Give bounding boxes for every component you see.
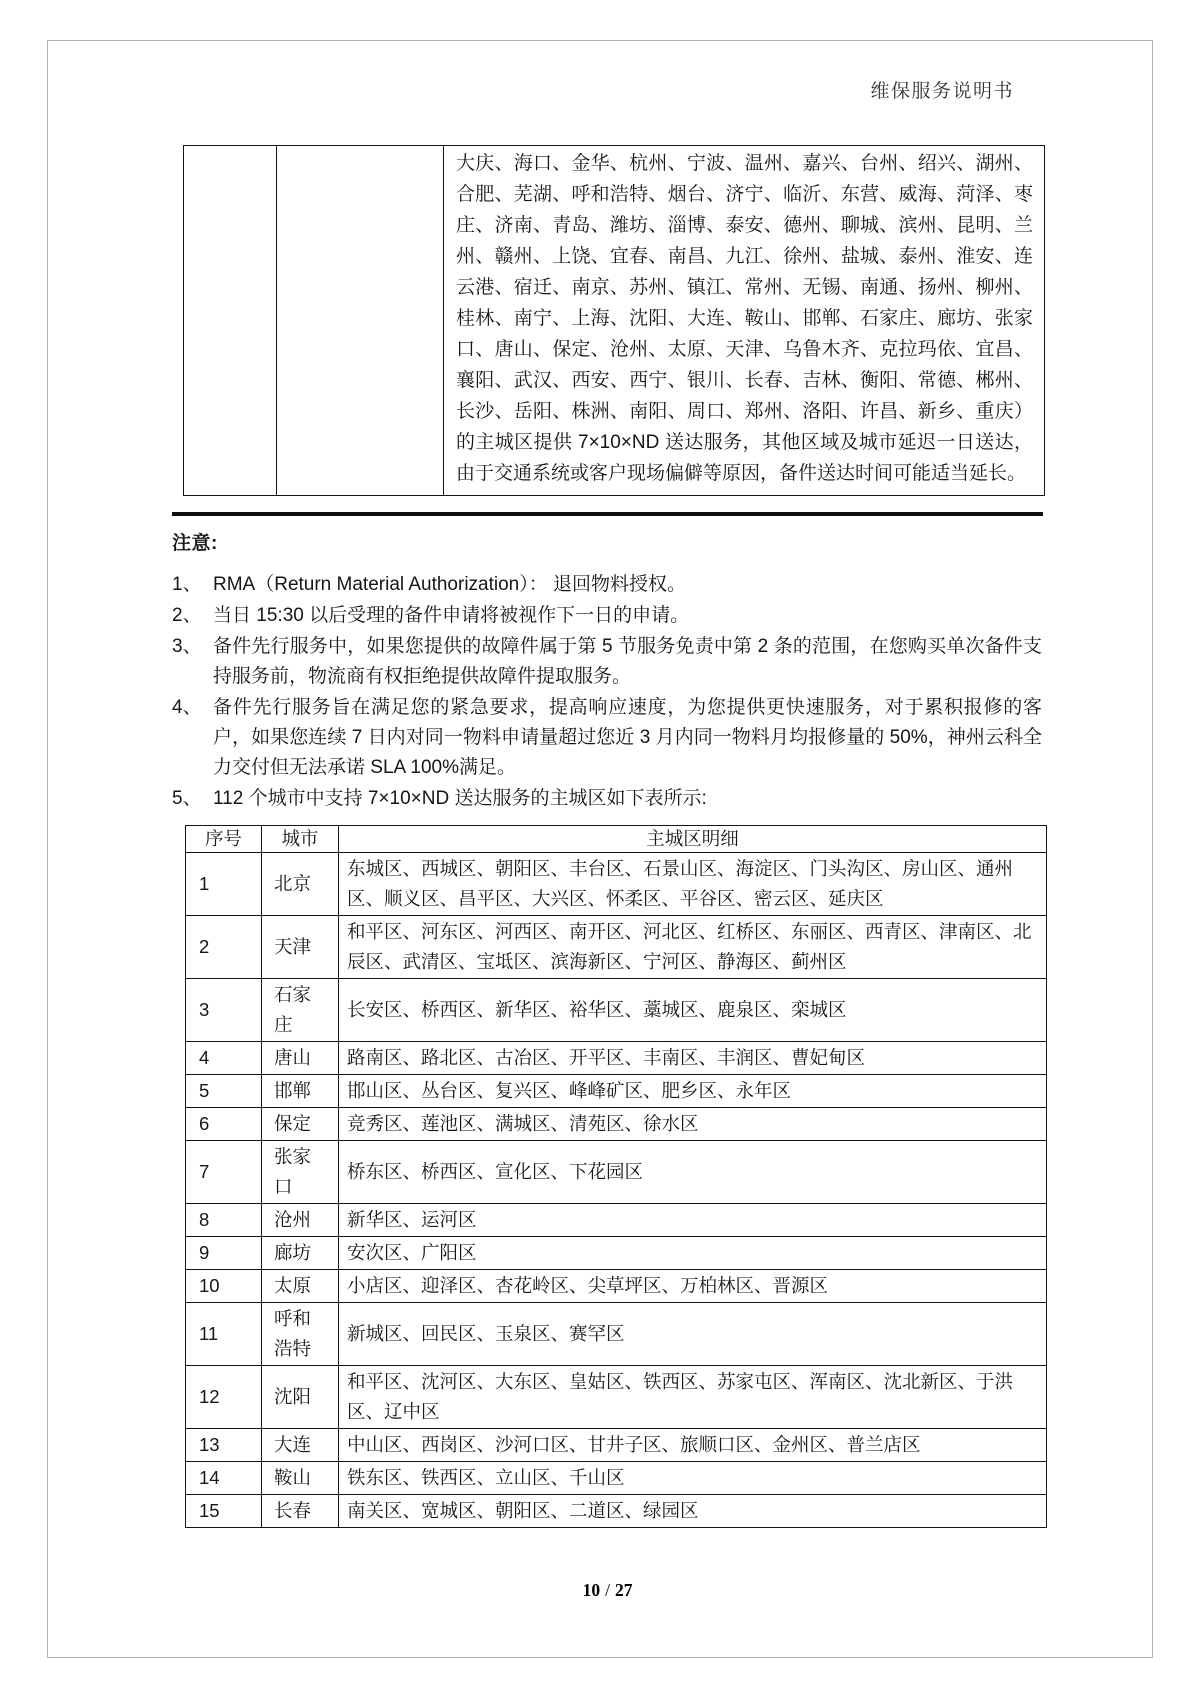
row-districts: 邯山区、丛台区、复兴区、峰峰矿区、肥乡区、永年区 <box>339 1075 1047 1108</box>
notice-item <box>172 784 1042 814</box>
row-districts: 小店区、迎泽区、杏花岭区、尖草坪区、万柏林区、晋源区 <box>339 1270 1047 1303</box>
col-header-city: 城市 <box>262 826 339 853</box>
table-row <box>186 1429 1047 1462</box>
continuation-empty-cell-1 <box>184 146 277 496</box>
row-districts: 南关区、宽城区、朝阳区、二道区、绿园区 <box>339 1495 1047 1528</box>
notice-item-number: 2、 <box>172 605 202 626</box>
page-number-total: 27 <box>614 1580 633 1600</box>
table-row <box>186 1141 1047 1204</box>
row-districts: 和平区、河东区、河西区、南开区、河北区、红桥区、东丽区、西青区、津南区、北辰区、武清区、宝坻区、滨海新区、宁河区、静海区、蓟州区 <box>339 916 1047 979</box>
row-districts: 路南区、路北区、古冶区、开平区、丰南区、丰润区、曹妃甸区 <box>339 1042 1047 1075</box>
row-districts: 长安区、桥西区、新华区、裕华区、藁城区、鹿泉区、栾城区 <box>339 979 1047 1042</box>
row-city: 保定 <box>262 1108 339 1141</box>
table-row <box>186 979 1047 1042</box>
row-index: 10 <box>186 1270 262 1303</box>
row-districts: 中山区、西岗区、沙河口区、甘井子区、旅顺口区、金州区、普兰店区 <box>339 1429 1047 1462</box>
row-index: 13 <box>186 1429 262 1462</box>
row-districts: 桥东区、桥西区、宣化区、下花园区 <box>339 1141 1047 1204</box>
table-row <box>186 1270 1047 1303</box>
row-index: 15 <box>186 1495 262 1528</box>
table-row <box>186 1075 1047 1108</box>
page-number-current: 10 <box>582 1580 601 1600</box>
row-index: 2 <box>186 916 262 979</box>
row-districts: 竞秀区、莲池区、满城区、清苑区、徐水区 <box>339 1108 1047 1141</box>
row-city: 邯郸 <box>262 1075 339 1108</box>
table-row <box>186 853 1047 916</box>
row-index: 1 <box>186 853 262 916</box>
row-index: 4 <box>186 1042 262 1075</box>
table-row <box>186 1204 1047 1237</box>
table-row <box>186 1237 1047 1270</box>
col-header-districts: 主城区明细 <box>339 826 1047 853</box>
table-row <box>186 916 1047 979</box>
notice-section <box>172 531 1042 815</box>
notice-item-text: 备件先行服务中，如果您提供的故障件属于第 5 节服务免责中第 2 条的范围，在您购买单次备件支持服务前，物流商有权拒绝提供故障件提取服务。 <box>213 636 1042 687</box>
row-index: 7 <box>186 1141 262 1204</box>
notice-title: 注意: <box>172 533 218 554</box>
row-districts: 新城区、回民区、玉泉区、赛罕区 <box>339 1303 1047 1366</box>
row-index: 5 <box>186 1075 262 1108</box>
row-index: 12 <box>186 1366 262 1429</box>
doc-header-title: 维保服务说明书 <box>870 81 1014 102</box>
row-city: 唐山 <box>262 1042 339 1075</box>
table-row <box>186 1108 1047 1141</box>
row-index: 14 <box>186 1462 262 1495</box>
city-table-header-row <box>186 826 1047 853</box>
notice-item-text: 当日 15:30 以后受理的备件申请将被视作下一日的申请。 <box>213 605 690 626</box>
row-city: 廊坊 <box>262 1237 339 1270</box>
notice-item-number: 5、 <box>172 788 202 809</box>
row-index: 9 <box>186 1237 262 1270</box>
row-index: 6 <box>186 1108 262 1141</box>
city-table <box>185 825 1047 1528</box>
continuation-row <box>184 146 1045 496</box>
row-city: 沧州 <box>262 1204 339 1237</box>
table-row <box>186 1462 1047 1495</box>
row-index: 3 <box>186 979 262 1042</box>
row-districts: 新华区、运河区 <box>339 1204 1047 1237</box>
row-city: 太原 <box>262 1270 339 1303</box>
notice-item <box>172 601 1042 631</box>
row-index: 11 <box>186 1303 262 1366</box>
row-city: 北京 <box>262 853 339 916</box>
notice-item <box>172 632 1042 692</box>
row-districts: 东城区、西城区、朝阳区、丰台区、石景山区、海淀区、门头沟区、房山区、通州区、顺义区、昌平区、大兴区、怀柔区、平谷区、密云区、延庆区 <box>339 853 1047 916</box>
row-city: 长春 <box>262 1495 339 1528</box>
notice-item-text: RMA（Return Material Authorization）： 退回物料授权。 <box>213 574 687 595</box>
page-number <box>172 1580 1043 1601</box>
table-row <box>186 1366 1047 1429</box>
row-districts: 铁东区、铁西区、立山区、千山区 <box>339 1462 1047 1495</box>
notice-item-number: 4、 <box>172 697 202 718</box>
table-row <box>186 1042 1047 1075</box>
table-row <box>186 1495 1047 1528</box>
notice-item-text: 112 个城市中支持 7×10×ND 送达服务的主城区如下表所示: <box>213 788 707 809</box>
notice-item <box>172 570 1042 600</box>
notice-item <box>172 693 1042 783</box>
row-city: 张家口 <box>262 1141 339 1204</box>
row-city: 大连 <box>262 1429 339 1462</box>
table-row <box>186 1303 1047 1366</box>
section-divider-rule <box>172 512 1043 516</box>
row-districts: 安次区、广阳区 <box>339 1237 1047 1270</box>
row-city: 沈阳 <box>262 1366 339 1429</box>
notice-item-number: 1、 <box>172 574 202 595</box>
row-index: 8 <box>186 1204 262 1237</box>
col-header-index: 序号 <box>186 826 262 853</box>
notice-item-number: 3、 <box>172 636 202 657</box>
row-city: 石家庄 <box>262 979 339 1042</box>
page-number-separator: / <box>605 1580 610 1600</box>
continuation-empty-cell-2 <box>277 146 444 496</box>
row-city: 鞍山 <box>262 1462 339 1495</box>
notice-item-text: 备件先行服务旨在满足您的紧急要求，提高响应速度，为您提供更快速服务，对于累积报修的客户，如果您连续 7 日内对同一物料申请量超过您近 3 月内同一物料月均报修量的 50%，神州云科全力交付但无法承诺 SLA 100%满足。 <box>213 697 1042 778</box>
row-city: 天津 <box>262 916 339 979</box>
row-city: 呼和浩特 <box>262 1303 339 1366</box>
continuation-table <box>183 145 1045 496</box>
row-districts: 和平区、沈河区、大东区、皇姑区、铁西区、苏家屯区、浑南区、沈北新区、于洪区、辽中区 <box>339 1366 1047 1429</box>
delivery-cities-paragraph: 大庆、海口、金华、杭州、宁波、温州、嘉兴、台州、绍兴、湖州、合肥、芜湖、呼和浩特、烟台、济宁、临沂、东营、威海、菏泽、枣庄、济南、青岛、潍坊、淄博、泰安、德州、聊城、滨州、昆明、兰州、赣州、上饶、宜春、南昌、九江、徐州、盐城、泰州、淮安、连云港、宿迁、南京、苏州、镇江、常州、无锡、南通、扬州、柳州、桂林、南宁、上海、沈阳、大连、鞍山、邯郸、石家庄、廊坊、张家口、唐山、保定、沧州、太原、天津、乌鲁木齐、克拉玛依、宜昌、襄阳、武汉、西安、西宁、银川、长春、吉林、衡阳、常德、郴州、长沙、岳阳、株洲、南阳、周口、郑州、洛阳、许昌、新乡、重庆）的主城区提供 7×10×ND 送达服务，其他区域及城市延迟一日送达，由于交通系统或客户现场偏僻等原因，备件送达时间可能适当延长。 <box>444 146 1045 496</box>
